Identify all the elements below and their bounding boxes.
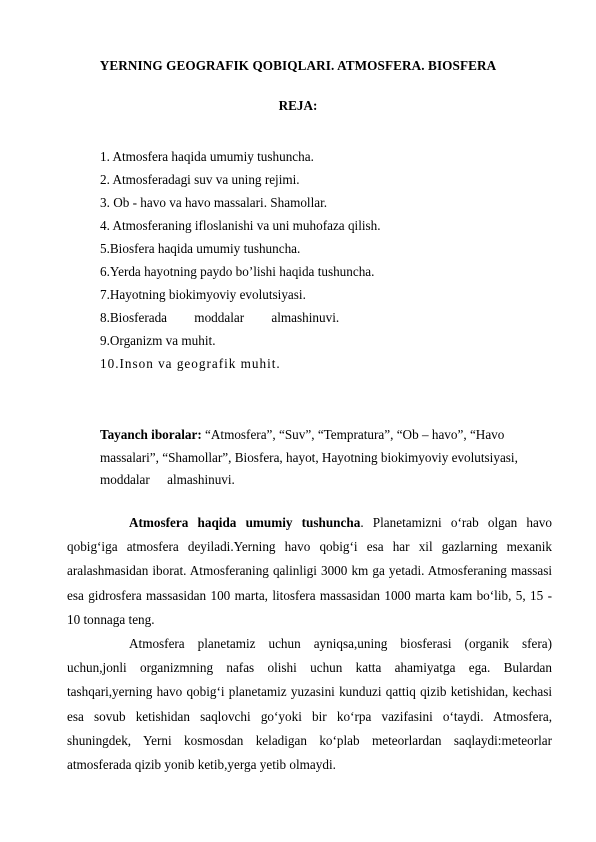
plan-item: 9.Organizm va muhit.	[100, 333, 216, 348]
paragraph-text: . Planetamizni o‘rab olgan havo qobig‘iga atmosfera deyiladi.Yerning havo qobig‘i esa har xil gazlarning mexanik aralashmasidan iborat. Atmosferaning qalinligi 3000 km ga yetadi. Atmosferaning massasi esa gidrosfera massasidan 100 marta, litosfera massasidan 1000 marta kam bo‘lib, 5, 15 - 10 tonnaga teng.	[67, 515, 552, 627]
paragraph-lead: Atmosfera haqida umumiy tushuncha	[129, 515, 361, 530]
body-text	[67, 511, 552, 777]
plan-item: 6.Yerda hayotning paydo bo’lishi haqida tushuncha.	[100, 264, 375, 279]
plan-item: 8.Biosferada moddalar almashinuvi.	[100, 310, 340, 325]
plan-item: 7.Hayotning biokimyoviy evolutsiyasi.	[100, 287, 306, 302]
keywords-tail: moddalar almashinuvi.	[100, 472, 235, 487]
paragraph-atmosphere-intro	[67, 511, 552, 632]
plan-item: 5.Biosfera haqida umumiy tushuncha.	[100, 241, 301, 256]
plan-item: 3. Ob - havo va havo massalari. Shamollar.	[100, 195, 328, 210]
keywords-block	[100, 424, 560, 492]
keywords-text: “Atmosfera”, “Suv”, “Tempratura”, “Ob – havo”, “Havo massalari”, “Shamollar”, Biosfera, hayot, Hayotning biokimyoviy evolutsiyasi,	[100, 427, 518, 465]
paragraph-atmosphere-importance: Atmosfera planetamiz uchun ayniqsa,uning biosferasi (organik sfera) uchun,jonli organizmning nafas olishi uchun katta ahamiyatga ega. Bulardan tashqari,yerning havo qobig‘i planetamiz yuzasini kunduzi qattiq qizib ketishidan, kechasi esa sovub ketishidan saqlovchi go‘yoki bir ko‘rpa vazifasini o‘taydi. Atmosfera, shuningdek, Yerni kosmosdan keladigan ko‘plab meteorlardan saqlaydi:meteorlar atmosferada qizib yonib ketib,yerga yetib olmaydi.	[67, 636, 552, 773]
plan-item: 4. Atmosferaning ifloslanishi va uni muhofaza qilish.	[100, 218, 381, 233]
plan-list	[100, 148, 381, 378]
plan-item: 1. Atmosfera haqida umumiy tushuncha.	[100, 149, 314, 164]
plan-heading: REJA:	[278, 98, 318, 113]
plan-item: 2. Atmosferadagi suv va uning rejimi.	[100, 172, 300, 187]
plan-item: 10.Inson va geografik muhit.	[100, 356, 281, 371]
document-title: YERNING GEOGRAFIK QOBIQLARI. ATMOSFERA. BIOSFERA	[99, 58, 497, 73]
keywords-label: Tayanch iboralar:	[100, 427, 202, 442]
